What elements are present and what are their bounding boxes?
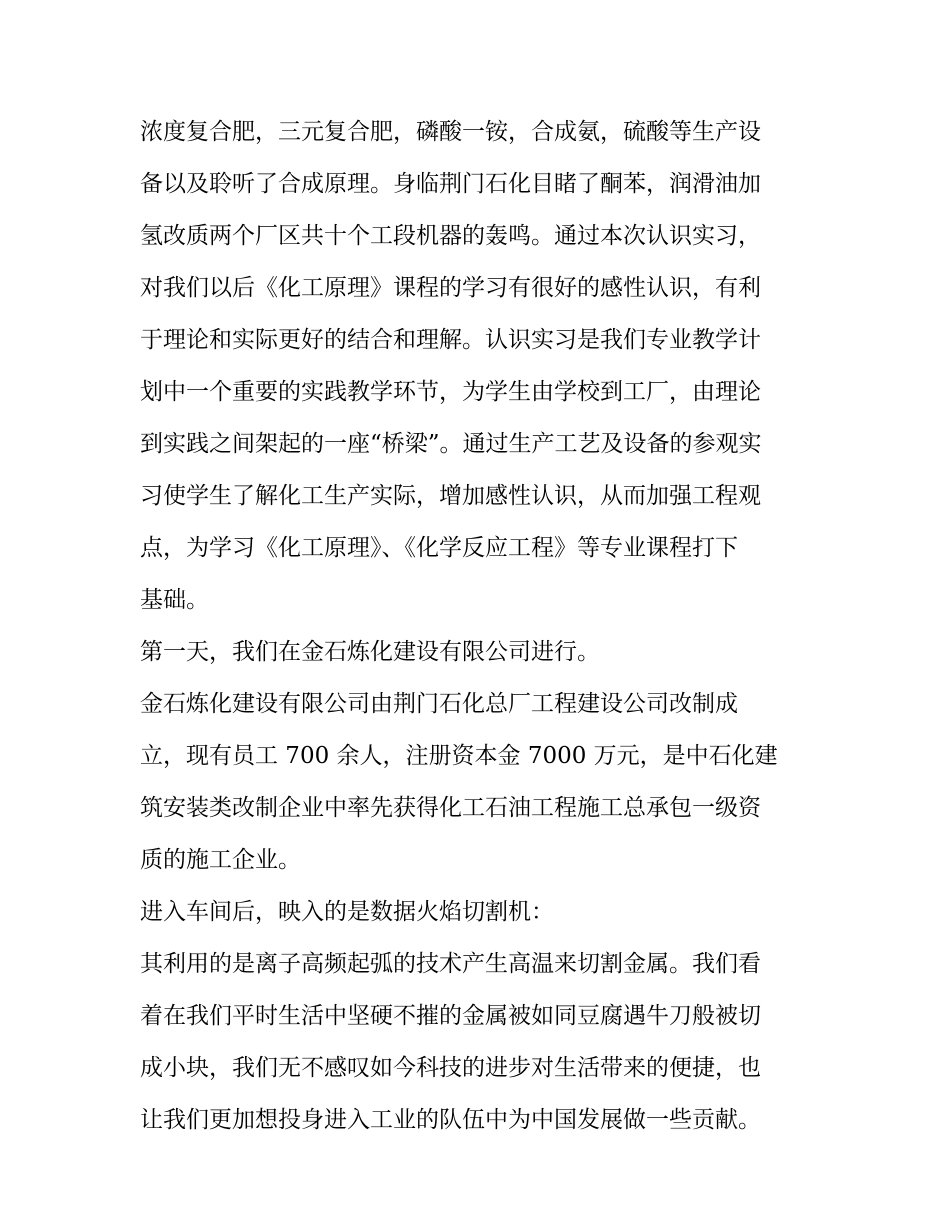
text-line: 着在我们平时生活中坚硬不摧的金属被如同豆腐遇牛刀般被切: [140, 1003, 761, 1029]
text-line: 划中一个重要的实践教学环节，为学生由学校到工厂，由理论: [140, 379, 761, 405]
text-line: 其利用的是离子高频起弧的技术产生高温来切割金属。我们看: [140, 951, 761, 977]
text-line: 进入车间后，映入的是数据火焰切割机：: [140, 899, 554, 925]
text-line: 浓度复合肥，三元复合肥，磷酸一铵，合成氨，硫酸等生产设: [140, 119, 761, 145]
text-line: 点，为学习《化工原理》、《化学反应工程》等专业课程打下: [140, 535, 738, 561]
text-line: 基础。: [140, 587, 209, 613]
text-line: 于理论和实际更好的结合和理解。认识实习是我们专业教学计: [140, 327, 761, 353]
text-line: 备以及聆听了合成原理。身临荆门石化目睹了酮苯，润滑油加: [140, 171, 761, 197]
text-line: 习使学生了解化工生产实际，增加感性认识，从而加强工程观: [140, 483, 761, 509]
text-line: 第一天，我们在金石炼化建设有限公司进行。: [140, 639, 600, 665]
text-line: 质的施工企业。: [140, 847, 301, 873]
text-line: 到实践之间架起的一座“桥梁”。通过生产工艺及设备的参观实: [140, 431, 762, 457]
text-line: 让我们更加想投身进入工业的队伍中为中国发展做一些贡献。: [140, 1107, 761, 1133]
text-line: 成小块，我们无不感叹如今科技的进步对生活带来的便捷，也: [140, 1055, 761, 1081]
text-line: 氢改质两个厂区共十个工段机器的轰鸣。通过本次认识实习，: [140, 223, 761, 249]
text-line: 金石炼化建设有限公司由荆门石化总厂工程建设公司改制成: [140, 691, 738, 717]
text-line: 立，现有员工 700 余人，注册资本金 7000 万元，是中石化建: [140, 743, 778, 769]
text-line: 对我们以后《化工原理》课程的学习有很好的感性认识，有利: [140, 275, 761, 301]
document-body: [140, 106, 815, 1146]
text-line: 筑安装类改制企业中率先获得化工石油工程施工总承包一级资: [140, 795, 761, 821]
